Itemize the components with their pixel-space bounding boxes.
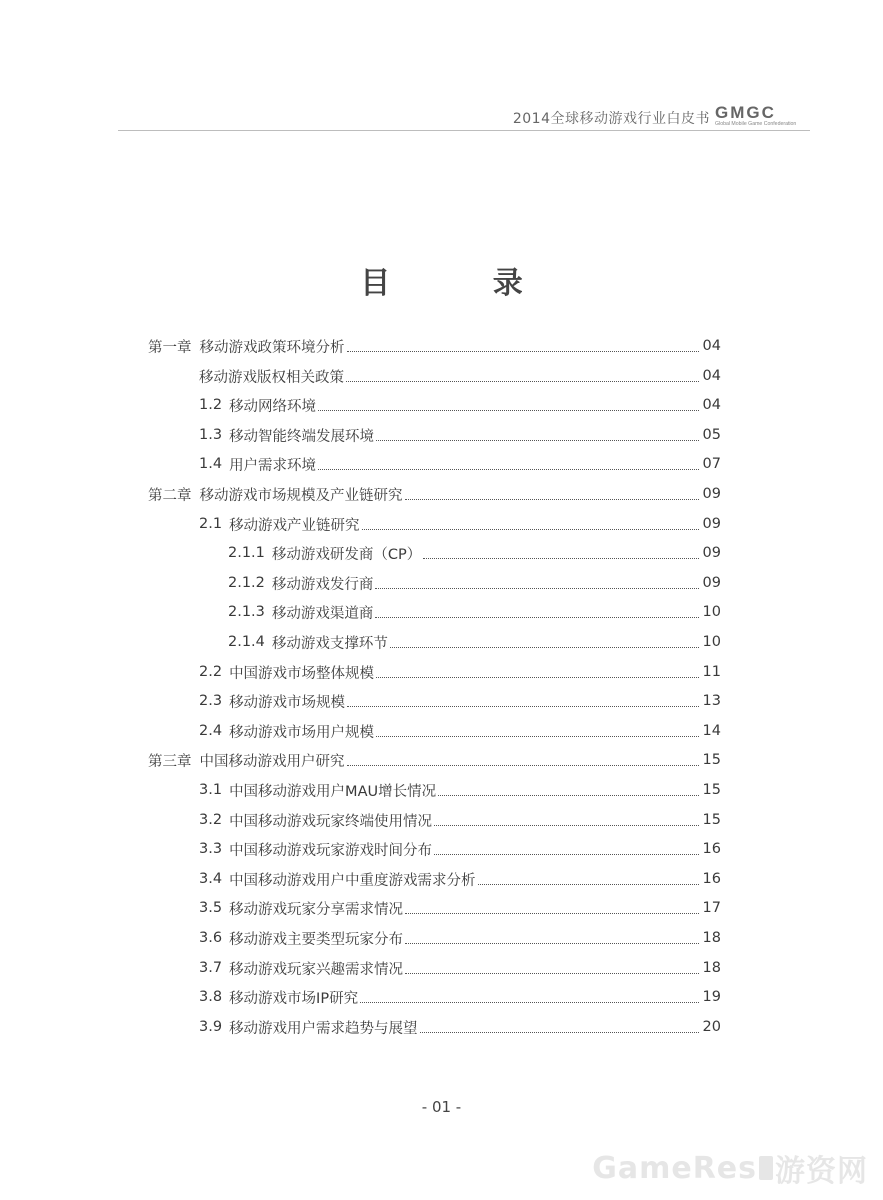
- toc-entry-number: 3.3: [199, 841, 223, 857]
- toc-leader-dots: [478, 884, 699, 885]
- toc-entry-title: 移动游戏用户需求趋势与展望: [229, 1020, 418, 1037]
- toc-leader-dots: [438, 795, 699, 796]
- toc-leader-dots: [376, 677, 699, 678]
- toc-entry[interactable]: [228, 597, 721, 627]
- toc-entry-title: 移动游戏市场IP研究: [229, 990, 359, 1007]
- toc-leader-dots: [362, 529, 699, 530]
- toc-entry[interactable]: [199, 893, 721, 923]
- toc-entry-number: 2.3: [199, 693, 223, 709]
- toc-entry-title: 移动游戏政策环境分析: [199, 339, 345, 356]
- toc-entry-title: 移动智能终端发展环境: [229, 428, 375, 445]
- toc-entry-number: 1.3: [199, 427, 223, 443]
- toc-entry-title: 移动游戏版权相关政策: [199, 369, 344, 386]
- logo-text: GMGC: [715, 104, 776, 122]
- toc-entry-number: 3.9: [199, 1019, 223, 1035]
- toc-entry[interactable]: [228, 538, 721, 568]
- toc-entry-title: 移动游戏研发商（CP）: [271, 546, 422, 563]
- toc-entry[interactable]: [199, 449, 721, 479]
- watermark-brand: GameRes: [592, 1150, 757, 1186]
- toc-entry-title: 中国移动游戏玩家游戏时间分布: [229, 842, 433, 859]
- toc-leader-dots: [405, 973, 699, 974]
- toc-entry-number: 第三章: [148, 753, 192, 770]
- toc-entry[interactable]: [199, 953, 721, 983]
- toc-entry-title: 移动游戏市场用户规模: [229, 724, 375, 741]
- toc-entry[interactable]: [199, 982, 721, 1012]
- toc-leader-dots: [420, 1032, 699, 1033]
- toc-entry-page: 17: [702, 900, 721, 916]
- toc-entry-page: 10: [702, 604, 721, 620]
- toc-entry[interactable]: [148, 745, 721, 775]
- toc-entry-page: 04: [702, 397, 721, 413]
- toc-entry-page: 15: [702, 812, 721, 828]
- toc-entry-page: 15: [702, 752, 721, 768]
- toc-entry-number: 3.1: [199, 782, 223, 798]
- logo-subtitle: Global Mobile Game Confederation: [715, 121, 797, 126]
- toc-entry-title: 移动游戏玩家分享需求情况: [229, 901, 404, 918]
- toc-entry[interactable]: [199, 775, 721, 805]
- toc-entry-page: 18: [702, 960, 721, 976]
- toc-entry-page: 10: [702, 634, 721, 650]
- toc-entry[interactable]: [199, 716, 721, 746]
- toc-entry-title: 中国移动游戏玩家终端使用情况: [229, 813, 433, 830]
- toc-entry[interactable]: [228, 568, 721, 598]
- toc-entry-title: 中国移动游戏用户研究: [199, 753, 345, 770]
- toc-leader-dots: [375, 617, 699, 618]
- toc-entry-number: 2.4: [199, 723, 223, 739]
- toc-entry-page: 16: [702, 871, 721, 887]
- gmgc-logo: [715, 104, 810, 126]
- toc-entry-number: 2.1.1: [228, 545, 265, 561]
- toc-entry-title: 移动游戏市场规模: [229, 694, 346, 711]
- watermark-badge: [759, 1156, 773, 1180]
- toc-leader-dots: [347, 765, 700, 766]
- toc-entry-title: 移动游戏主要类型玩家分布: [229, 931, 404, 948]
- document-title: 2014全球移动游戏行业白皮书: [512, 111, 710, 127]
- toc-entry[interactable]: [199, 657, 721, 687]
- toc-entry[interactable]: [199, 686, 721, 716]
- toc-entry-page: 04: [702, 368, 721, 384]
- toc-entry-page: 05: [702, 427, 721, 443]
- toc-leader-dots: [405, 499, 700, 500]
- toc-entry-number: 2.1: [199, 516, 223, 532]
- toc-entry[interactable]: [199, 834, 721, 864]
- toc-entry-title: 移动游戏玩家兴趣需求情况: [229, 961, 404, 978]
- toc-leader-dots: [375, 588, 699, 589]
- watermark-cn: 游资网: [775, 1154, 868, 1189]
- toc-entry-number: 2.1.4: [228, 634, 265, 650]
- toc-entry-page: 09: [702, 545, 721, 561]
- toc-entry-title: 移动游戏产业链研究: [229, 517, 360, 534]
- toc-entry[interactable]: [199, 390, 721, 420]
- toc-leader-dots: [376, 440, 699, 441]
- toc-entry-page: 15: [702, 782, 721, 798]
- toc-leader-dots: [347, 351, 700, 352]
- toc-entry-page: 20: [702, 1019, 721, 1035]
- toc-entry-number: 2.1.3: [228, 604, 265, 620]
- toc-entry[interactable]: [199, 1012, 721, 1042]
- toc-entry-title: 用户需求环境: [229, 457, 317, 474]
- toc-entry-page: 09: [702, 575, 721, 591]
- toc-entry-title: 中国移动游戏用户中重度游戏需求分析: [229, 872, 476, 889]
- toc-entry-page: 09: [702, 516, 721, 532]
- toc-leader-dots: [318, 469, 699, 470]
- toc-entry-number: 3.5: [199, 900, 223, 916]
- toc-entry-page: 13: [702, 693, 721, 709]
- toc-entry-number: 1.4: [199, 456, 223, 472]
- toc-entry-title: 中国游戏市场整体规模: [229, 665, 375, 682]
- toc-entry[interactable]: [228, 627, 721, 657]
- toc-entry-page: 04: [702, 338, 721, 354]
- toc-entry-number: 1.2: [199, 397, 223, 413]
- toc-entry-number: 第一章: [148, 339, 192, 356]
- toc-entry-page: 19: [702, 989, 721, 1005]
- toc-entry-title: 中国移动游戏用户MAU增长情况: [229, 783, 437, 800]
- page-number: - 01 -: [421, 1098, 462, 1116]
- toc-heading: 目 录: [360, 266, 569, 301]
- toc-leader-dots: [346, 381, 699, 382]
- toc-leader-dots: [318, 410, 699, 411]
- toc-entry-number: 3.8: [199, 989, 223, 1005]
- toc-entry-number: 3.4: [199, 871, 223, 887]
- toc-entry-page: 16: [702, 841, 721, 857]
- toc-leader-dots: [390, 647, 699, 648]
- toc-entry[interactable]: [199, 509, 721, 539]
- toc-entry-title: 移动游戏渠道商: [271, 605, 374, 622]
- toc-entry-number: 第二章: [148, 487, 192, 504]
- toc-entry-number: 3.6: [199, 930, 223, 946]
- toc-leader-dots: [405, 943, 699, 944]
- toc-leader-dots: [434, 825, 699, 826]
- toc-entry[interactable]: [148, 479, 721, 509]
- toc-entry-title: 移动网络环境: [229, 398, 317, 415]
- toc-entry-number: 3.2: [199, 812, 223, 828]
- toc-leader-dots: [376, 736, 699, 737]
- toc-entry-page: 18: [702, 930, 721, 946]
- toc-entry[interactable]: [199, 923, 721, 953]
- toc-leader-dots: [405, 913, 699, 914]
- toc-entry-page: 14: [702, 723, 721, 739]
- toc-entry-title: 移动游戏发行商: [271, 576, 374, 593]
- toc-entry[interactable]: [199, 420, 721, 450]
- toc-entry-number: 2.1.2: [228, 575, 265, 591]
- toc-entry-title: 移动游戏市场规模及产业链研究: [199, 487, 403, 504]
- toc-entry[interactable]: [199, 864, 721, 894]
- toc-entry-page: 09: [702, 486, 721, 502]
- toc-entry[interactable]: [199, 805, 721, 835]
- toc-entry-page: 11: [702, 664, 721, 680]
- toc-entry[interactable]: [148, 331, 721, 361]
- toc-leader-dots: [423, 558, 699, 559]
- toc-entry-number: 2.2: [199, 664, 223, 680]
- toc-entry-page: 07: [702, 456, 721, 472]
- toc-entry-number: 3.7: [199, 960, 223, 976]
- toc-entry[interactable]: [199, 361, 721, 391]
- header-divider: [118, 130, 810, 131]
- toc-entry-title: 移动游戏支撑环节: [271, 635, 388, 652]
- toc-leader-dots: [434, 854, 699, 855]
- toc-leader-dots: [347, 706, 699, 707]
- watermark: [578, 1150, 868, 1189]
- toc-leader-dots: [360, 1002, 699, 1003]
